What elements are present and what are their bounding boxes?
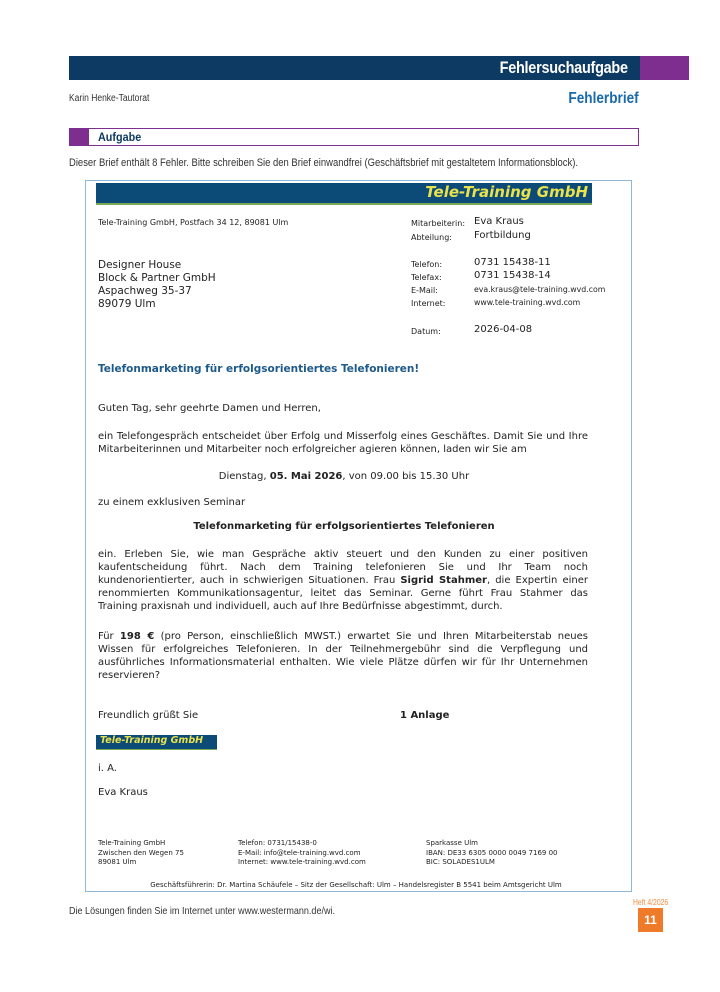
seminar-price: 198 €	[119, 631, 155, 642]
info-label: E-Mail:	[411, 286, 438, 295]
paragraph-text: ein. Erleben Sie, wie man Gespräche aktiv steuert und den Kunden zu einer positiven kaufentscheidung führt. Nach dem Training telefonieren Sie und Ihr Team noch kundenorientierter, auch in schwierigen Situationen. Frau	[98, 549, 588, 586]
info-label: Telefon:	[411, 260, 443, 269]
trainer-name: Sigrid Stahmer	[400, 575, 487, 586]
letterhead-company-name: Tele-Training GmbH	[425, 183, 588, 201]
info-value: 0731 15438-14	[474, 270, 551, 281]
info-value: 0731 15438-11	[474, 257, 551, 268]
paragraph-text: Für	[98, 631, 120, 642]
task-label: Aufgabe	[98, 130, 142, 144]
footer-line: Telefon: 0731/15438-0	[238, 839, 317, 847]
solutions-note: Die Lösungen finden Sie im Internet unter www.westermann.de/wi.	[69, 905, 336, 917]
footer-contact-column	[238, 839, 366, 868]
footer-line: BIC: SOLADES1ULM	[426, 858, 495, 866]
issue-label: Heft 4/2026	[633, 898, 669, 907]
recipient-line: Block & Partner GmbH	[98, 272, 216, 284]
footer-line: IBAN: DE33 6305 0000 0049 7169 00	[426, 848, 558, 857]
footer-line: Internet: www.tele-training.wvd.com	[238, 858, 366, 866]
footer-bank-column	[426, 839, 558, 868]
salutation: Guten Tag, sehr geehrte Damen und Herren,	[98, 403, 321, 414]
event-date: 05. Mai 2026	[269, 471, 343, 482]
header-accent-block	[640, 56, 689, 80]
letterhead-bar	[96, 183, 592, 205]
footer-line: 89081 Ulm	[98, 858, 137, 866]
footer-line: Sparkasse Ulm	[426, 839, 478, 847]
info-value: www.tele-training.wvd.com	[474, 298, 581, 307]
author-name: Karin Henke-Tautorat	[69, 93, 150, 104]
info-label: Mitarbeiterin:	[411, 219, 466, 228]
info-value: Eva Kraus	[474, 216, 524, 227]
recipient-line: Aspachweg 35-37	[98, 285, 192, 297]
info-label: Internet:	[411, 299, 446, 308]
footer-address-column	[98, 839, 184, 868]
task-instruction: Dieser Brief enthält 8 Fehler. Bitte schreiben Sie den Brief einwandfrei (Geschäftsbrief mit gestaltetem Informationsblock).	[69, 157, 578, 169]
sender-return-address: Tele-Training GmbH, Postfach 34 12, 89081 Ulm	[98, 218, 289, 227]
info-value: Fortbildung	[474, 230, 531, 241]
recipient-line: Designer House	[98, 259, 182, 271]
on-behalf-abbreviation: i. A.	[98, 763, 117, 774]
footer-line: E-Mail: info@tele-training.wvd.com	[238, 848, 361, 857]
letter-subject: Telefonmarketing für erfolgsorientiertes Telefonieren!	[98, 363, 420, 375]
business-letter	[85, 180, 632, 892]
page-number: 11	[638, 908, 663, 932]
date-prefix: Dienstag,	[218, 471, 270, 482]
recipient-address	[98, 259, 216, 311]
footer-legal-line: Geschäftsführerin: Dr. Martina Schäufele – Sitz der Gesellschaft: Ulm – Handelsregister B 5541 beim Amtsgericht Ulm	[150, 881, 562, 889]
closing-phrase: Freundlich grüßt Sie	[98, 710, 199, 721]
body-paragraph	[98, 548, 588, 613]
body-paragraph: ein Telefongespräch entscheidet über Erfolg und Misserfolg eines Geschäftes. Damit Sie und Ihre Mitarbeiterinnen und Mitarbeiter noch erfolgreicher agieren können, laden wir Sie am	[98, 431, 588, 455]
section-title: Fehlersuchaufgabe	[499, 58, 628, 77]
paragraph-text: , die Expertin einer renommierten Kommunikationsagentur, leitet das Seminar. Gerne führt Frau Stahmer das Training praxisnah und individuell, auch auf Ihre Bedürfnisse abgestimmt, durch.	[98, 575, 588, 612]
body-paragraph	[98, 630, 588, 682]
info-value: eva.kraus@tele-training.wvd.com	[474, 285, 606, 294]
footer-line: Zwischen den Wegen 75	[98, 848, 184, 857]
task-heading-box	[69, 128, 639, 146]
signature-logo-text: Tele-Training GmbH	[100, 735, 204, 746]
signer-name: Eva Kraus	[98, 787, 148, 798]
info-label: Datum:	[411, 327, 441, 336]
event-date-line	[86, 471, 602, 482]
footer-line: Tele-Training GmbH	[98, 839, 166, 847]
event-time: , von 09.00 bis 15.30 Uhr	[342, 471, 470, 482]
page-subtitle: Fehlerbrief	[568, 90, 639, 107]
paragraph-text: (pro Person, einschließlich MWST.) erwartet Sie und Ihren Mitarbeiterstab neues Wissen für erfolgreiches Telefonieren. In der Teilnehmergebühr sind die Verpflegung und ausführliches Informationsmaterial enthalten. Wie viele Plätze dürfen wir für Ihr Unternehmen reservieren?	[98, 631, 588, 681]
info-value: 2026-04-08	[474, 324, 533, 335]
signature-company-logo	[96, 735, 217, 750]
info-label: Abteilung:	[411, 233, 452, 242]
recipient-line: 89079 Ulm	[98, 298, 156, 310]
enclosure-note: 1 Anlage	[400, 710, 450, 721]
info-label: Telefax:	[411, 273, 442, 282]
task-accent-block	[70, 129, 89, 145]
section-header-bar	[69, 56, 640, 80]
seminar-title: Telefonmarketing für erfolgsorientiertes Telefonieren	[193, 521, 495, 532]
seminar-intro: zu einem exklusiven Seminar	[98, 497, 246, 508]
